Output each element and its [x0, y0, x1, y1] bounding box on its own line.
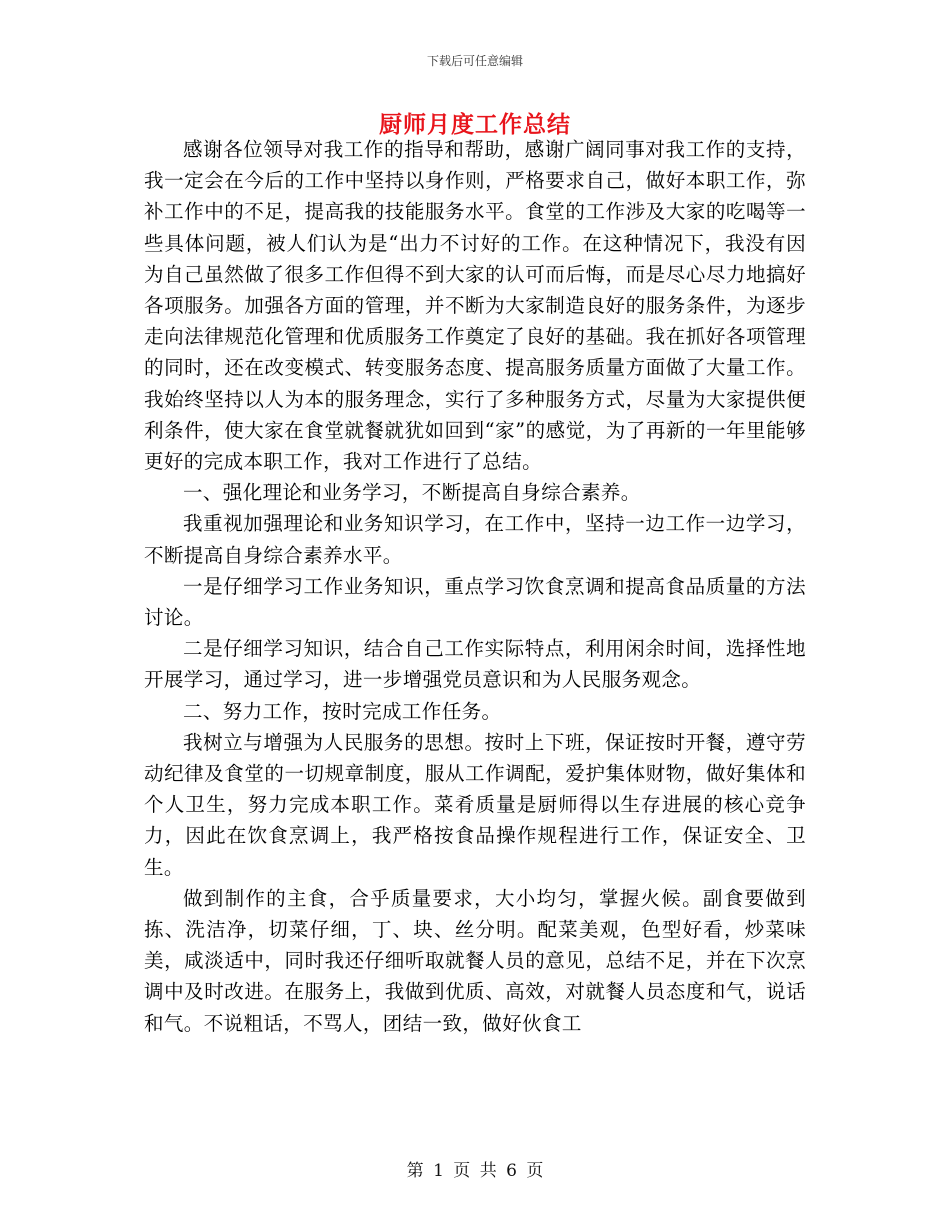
- page-footer: 第 1 页 共 6 页: [406, 1161, 544, 1181]
- section-heading-2: 二、努力工作，按时完成工作任务。: [183, 699, 502, 723]
- paragraph-intro: 感谢各位领导对我工作的指导和帮助，感谢广阔同事对我工作的支持，我一定会在今后的工作中坚持以身作则，严格要求自己，做好本职工作，弥补工作中的不足，提高我的技能服务水平。食堂的工作涉及大家的吃喝等一些具体问题，被人们认为是“出力不讨好的工作。在这种情况下，我没有因为自己虽然做了很多工作但得不到大家的认可而后悔，而是尽心尽力地搞好各项服务。加强各方面的管理，并不断为大家制造良好的服务条件，为逐步走向法律规范化管理和优质服务工作奠定了良好的基础。我在抓好各项管理的同时，还在改变模式、转变服务态度、提高服务质量方面做了大量工作。我始终坚持以人为本的服务理念，实行了多种服务方式，尽量为大家提供便利条件，使大家在食堂就餐就犹如回到“家”的感觉，为了再新的一年里能够更好的完成本职工作，我对工作进行了总结。: [144, 138, 806, 474]
- document-body: [144, 134, 806, 1039]
- paragraph-cooking: 做到制作的主食，合乎质量要求，大小均匀，掌握火候。副食要做到拣、洗洁净，切菜仔细，丁、块、丝分明。配菜美观，色型好看，炒菜味美，咸淡适中，同时我还仔细听取就餐人员的意见，总结不足，并在下次烹调中及时改进。在服务上，我做到优质、高效，对就餐人员态度和气，说话和气。不说粗话，不骂人，团结一致，做好伙食工: [144, 886, 806, 1035]
- document-title: 厨师月度工作总结: [379, 111, 571, 138]
- paragraph-point-two: 二是仔细学习知识，结合自己工作实际特点，利用闲余时间，选择性地开展学习，通过学习，进一步增强党员意识和为人民服务观念。: [144, 637, 806, 692]
- paragraph-service: 我树立与增强为人民服务的思想。按时上下班，保证按时开餐，遵守劳动纪律及食堂的一切规章制度，服从工作调配，爱护集体财物，做好集体和个人卫生，努力完成本职工作。菜肴质量是厨师得以生存进展的核心竞争力，因此在饮食烹调上，我严格按食品操作规程进行工作，保证安全、卫生。: [144, 730, 806, 879]
- header-note: 下载后可任意编辑: [426, 54, 523, 68]
- paragraph-study: 我重视加强理论和业务知识学习，在工作中，坚持一边工作一边学习，不断提高自身综合素养水平。: [144, 512, 806, 567]
- paragraph-point-one: 一是仔细学习工作业务知识，重点学习饮食烹调和提高食品质量的方法讨论。: [144, 574, 806, 630]
- section-heading-1: 一、强化理论和业务学习，不断提高自身综合素养。: [183, 481, 641, 505]
